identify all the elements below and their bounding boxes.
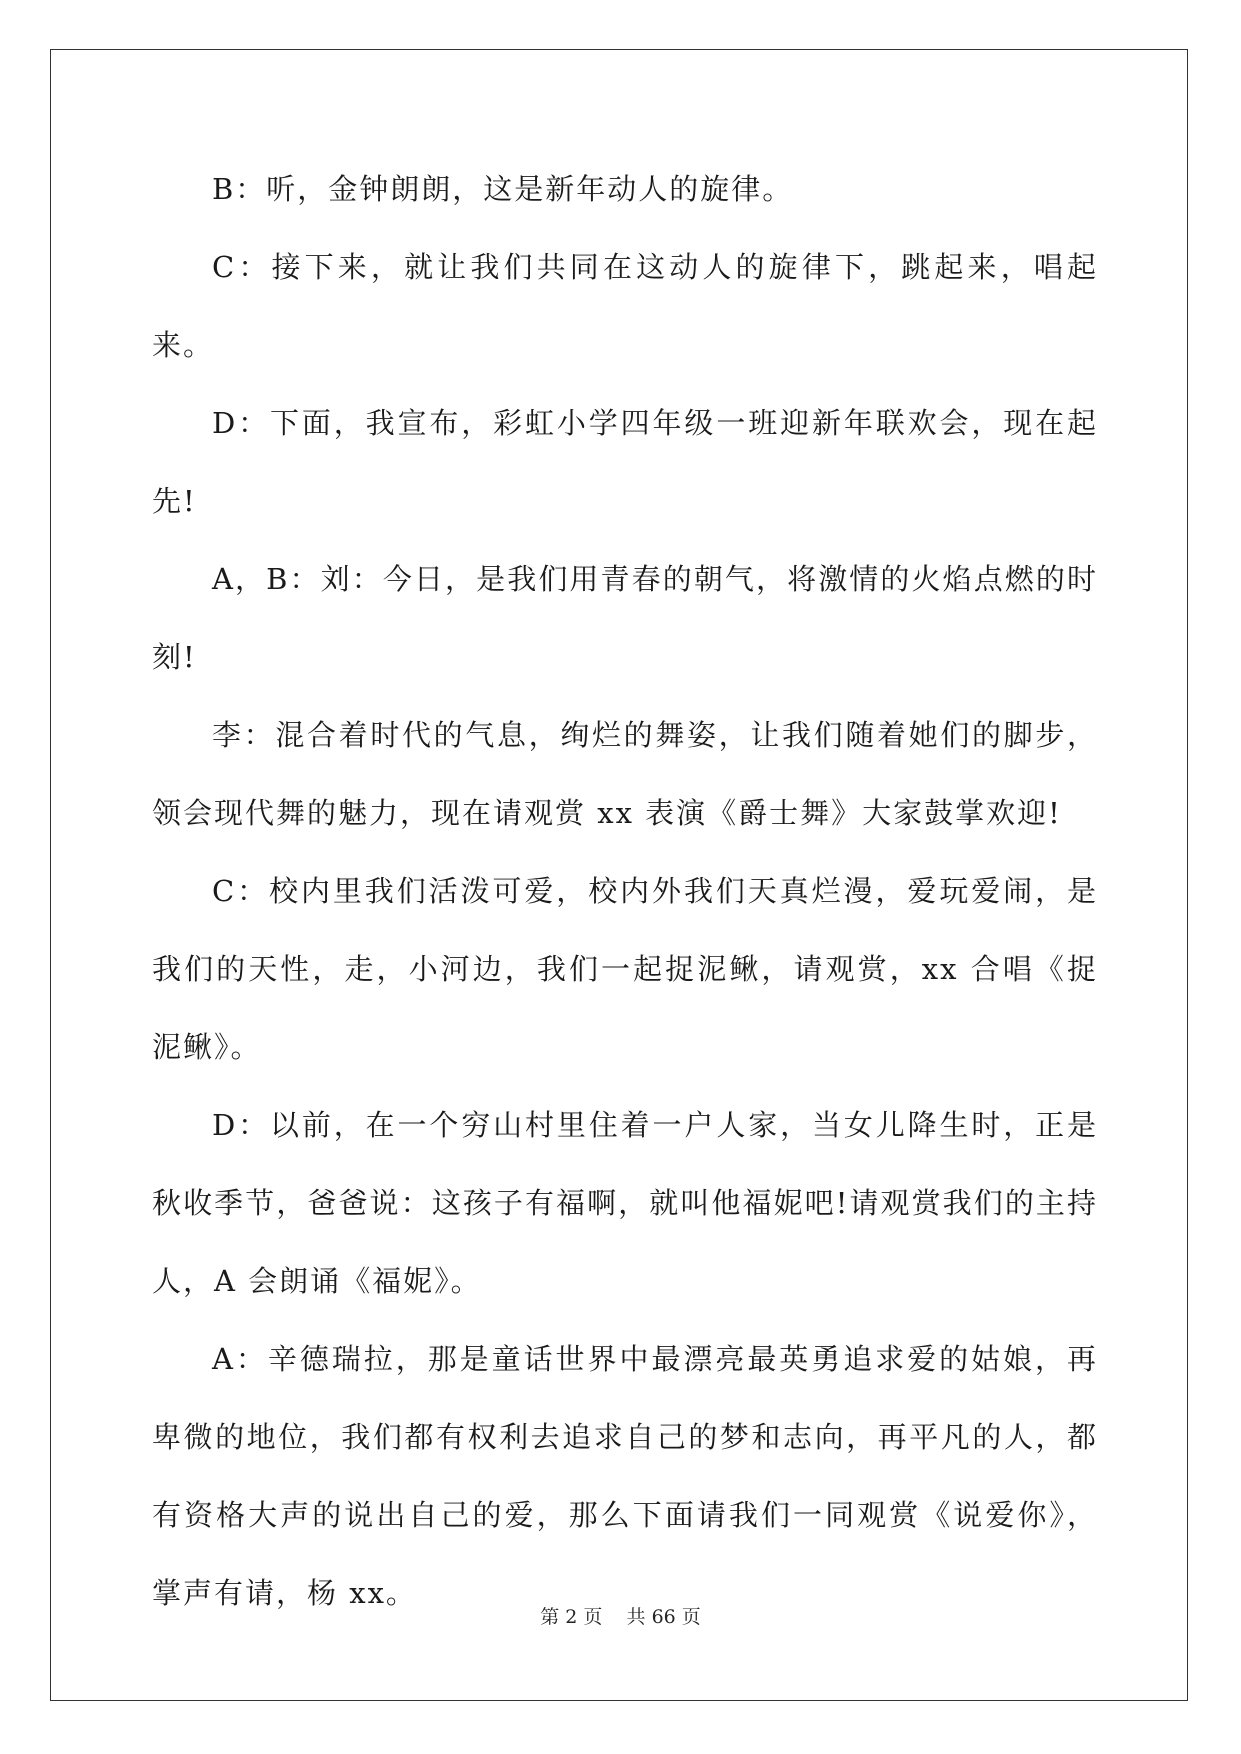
page-number: 第 2 页 — [540, 1606, 603, 1628]
paragraph: C：接下来，就让我们共同在这动人的旋律下，跳起来，唱起来。 — [152, 250, 1098, 362]
paragraph: A，B：刘：今日，是我们用青春的朝气，将激情的火焰点燃的时刻! — [152, 562, 1098, 674]
paragraph: D：以前，在一个穷山村里住着一户人家，当女儿降生时，正是秋收季节，爸爸说：这孩子有福啊，就叫他福妮吧!请观赏我们的主持人，A 会朗诵《福妮》。 — [152, 1108, 1098, 1298]
paragraph: B：听，金钟朗朗，这是新年动人的旋律。 — [212, 172, 794, 206]
page-footer — [0, 1602, 1241, 1629]
paragraph: D：下面，我宣布，彩虹小学四年级一班迎新年联欢会，现在起先! — [152, 406, 1098, 518]
paragraph: A：辛德瑞拉，那是童话世界中最漂亮最英勇追求爱的姑娘，再卑微的地位，我们都有权利去追求自己的梦和志向，再平凡的人，都有资格大声的说出自己的爱，那么下面请我们一同观赏《说爱你》，掌声有请，杨 xx。 — [152, 1342, 1098, 1610]
document-body — [152, 150, 1098, 1632]
footer-spacer — [602, 1606, 626, 1628]
paragraph: 李：混合着时代的气息，绚烂的舞姿，让我们随着她们的脚步，领会现代舞的魅力，现在请观赏 xx 表演《爵士舞》大家鼓掌欢迎! — [152, 718, 1098, 830]
paragraph: C：校内里我们活泼可爱，校内外我们天真烂漫，爱玩爱闹，是我们的天性，走，小河边，我们一起捉泥鳅，请观赏，xx 合唱《捉泥鳅》。 — [152, 874, 1098, 1064]
page-total: 共 66 页 — [626, 1606, 701, 1628]
